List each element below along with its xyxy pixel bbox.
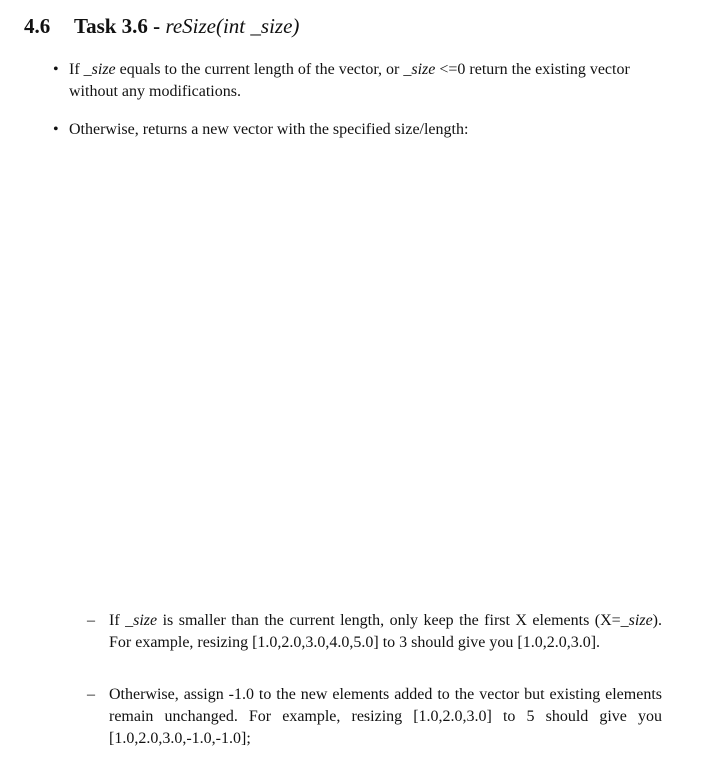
- section-number: 4.6: [24, 14, 51, 38]
- param-name: _size: [620, 612, 653, 629]
- bullet-item-1: [53, 59, 669, 103]
- section-heading: [24, 13, 299, 39]
- sub-item-2: [87, 684, 662, 750]
- sub-item-1: [87, 610, 662, 654]
- sub-text: ). For example, resizing [1.0,2.0,3.0,4.0,5.0] to 3 should give you [1.0,2.0,3.0].: [109, 612, 662, 651]
- param-name: _size: [83, 61, 116, 78]
- function-signature: reSize(int _size): [165, 14, 300, 38]
- bullet-marker: •: [53, 121, 59, 138]
- dash-marker: –: [87, 686, 95, 703]
- section-label: Task 3.6 -: [74, 14, 161, 38]
- bullet-text: Otherwise, returns a new vector with the specified size/length:: [69, 121, 469, 138]
- param-name: _size: [125, 612, 158, 629]
- dash-marker: –: [87, 612, 95, 629]
- param-name: _size: [403, 61, 436, 78]
- sub-text: If: [109, 612, 126, 629]
- sub-text: is smaller than the current length, only keep the first X elements (X=: [157, 612, 621, 629]
- bullet-text: If: [69, 61, 84, 78]
- bullet-text: equals to the current length of the vector, or: [115, 61, 404, 78]
- sub-text: Otherwise, assign -1.0 to the new elements added to the vector but existing elements remain unchanged. For example, resizing [1.0,2.0,3.0] to 5 should give you [1.0,2.0,3.0,-1.0,-1.0];: [109, 686, 662, 747]
- bullet-text: <=0 return the existing vector without any modifications.: [69, 61, 630, 100]
- bullet-item-2: [53, 119, 669, 141]
- bullet-marker: •: [53, 61, 59, 78]
